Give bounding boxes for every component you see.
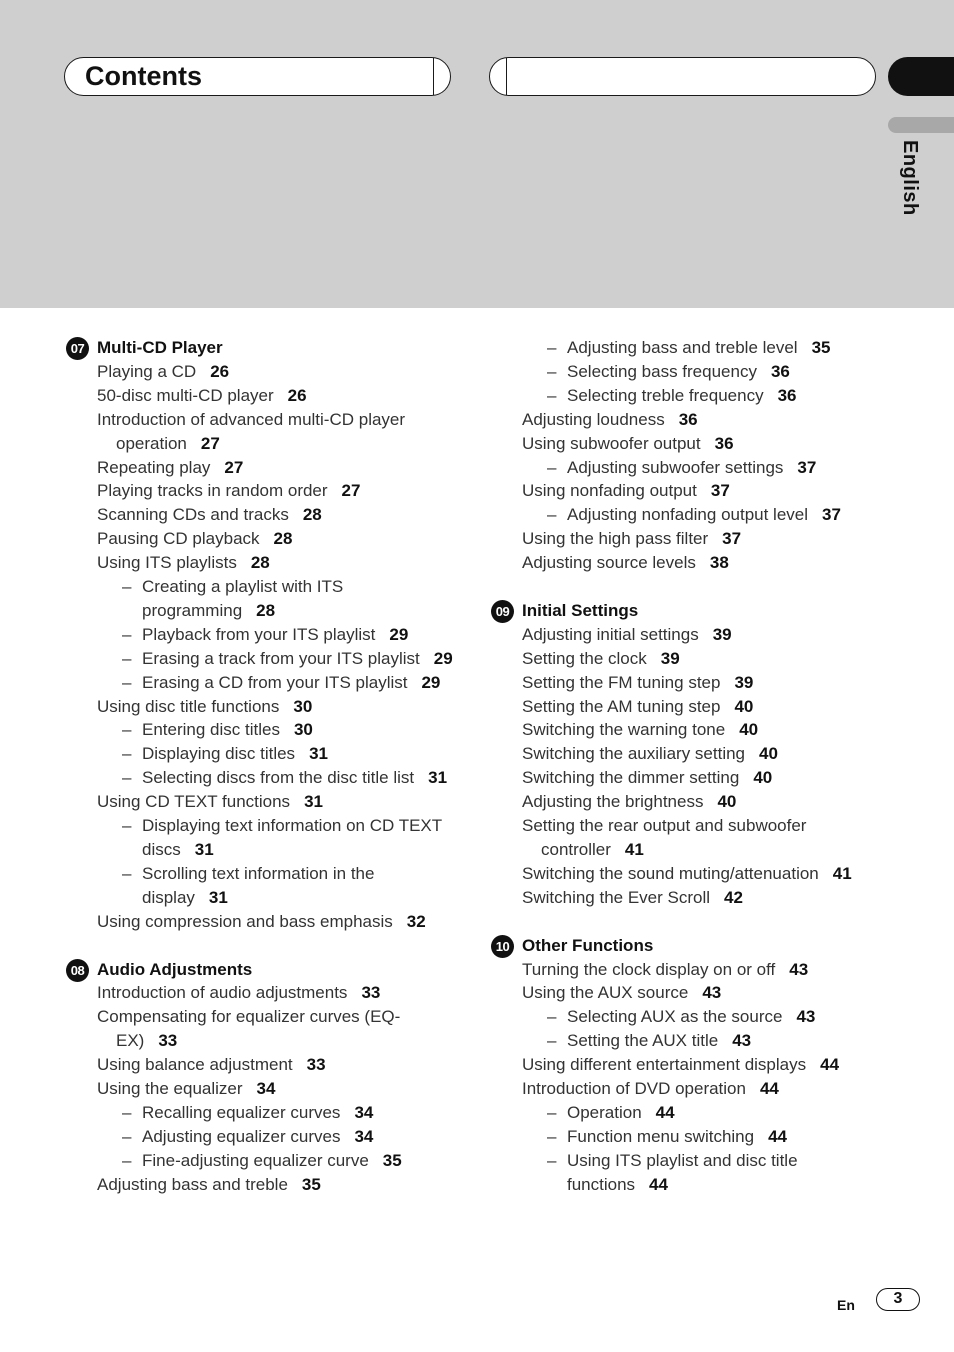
dash-marker: – xyxy=(547,1126,557,1146)
entry-page-number: 36 xyxy=(678,409,698,429)
entry-text: Switching the auxiliary setting xyxy=(522,744,746,764)
entry-text: Scanning CDs and tracks xyxy=(97,505,289,525)
toc-entry[interactable] xyxy=(491,718,891,742)
entry-page-number: 29 xyxy=(433,648,453,668)
toc-subentry[interactable] xyxy=(66,575,456,623)
dash-marker: – xyxy=(122,1150,132,1170)
entry-page-number: 26 xyxy=(287,385,307,405)
toc-entry[interactable] xyxy=(491,671,891,695)
language-tab-label: English xyxy=(899,140,921,216)
entry-page-number: 36 xyxy=(777,385,797,405)
toc-subentry[interactable] xyxy=(66,718,456,742)
toc-entry[interactable] xyxy=(66,981,456,1005)
entry-page-number: 31 xyxy=(194,840,214,860)
entry-text: Operation xyxy=(567,1102,642,1122)
toc-entry[interactable] xyxy=(66,360,456,384)
toc-entry[interactable] xyxy=(491,408,891,432)
toc-entry[interactable] xyxy=(66,1077,456,1101)
entry-page-number: 27 xyxy=(341,481,361,501)
entry-text: Adjusting nonfading output level xyxy=(567,505,809,525)
entry-page-number: 29 xyxy=(421,672,441,692)
entry-page-number: 30 xyxy=(293,696,313,716)
toc-entry[interactable] xyxy=(491,695,891,719)
entry-text: Adjusting subwoofer settings xyxy=(567,457,784,477)
toc-entry[interactable] xyxy=(66,456,456,480)
section-title[interactable]: Initial Settings xyxy=(522,600,639,620)
entry-text: Selecting discs from the disc title list xyxy=(142,768,415,788)
toc-entry[interactable] xyxy=(491,647,891,671)
toc-entry[interactable] xyxy=(491,551,891,575)
entry-text: Recalling equalizer curves xyxy=(142,1102,341,1122)
dash-marker: – xyxy=(547,457,557,477)
section-number-badge: 10 xyxy=(491,935,514,958)
entry-page-number: 33 xyxy=(306,1055,326,1075)
dash-marker: – xyxy=(547,1102,557,1122)
toc-entry[interactable] xyxy=(491,814,891,862)
toc-entry[interactable] xyxy=(491,862,891,886)
entry-page-number: 39 xyxy=(660,648,680,668)
toc-section-10 xyxy=(491,934,891,1197)
toc-column-right xyxy=(491,336,891,1197)
entry-page-number: 40 xyxy=(759,744,778,764)
entry-text: Adjusting the brightness xyxy=(522,792,704,812)
toc-entry[interactable] xyxy=(66,384,456,408)
entry-page-number: 34 xyxy=(256,1079,276,1099)
toc-subentry[interactable] xyxy=(491,456,891,480)
entry-text: Selecting AUX as the source xyxy=(567,1007,783,1027)
entry-text: Setting the AM tuning step xyxy=(522,696,721,716)
title-pill xyxy=(64,57,451,96)
entry-text: Using ITS playlist and disc title functions xyxy=(567,1150,798,1194)
toc-entry[interactable] xyxy=(491,1077,891,1101)
section-title[interactable]: Other Functions xyxy=(522,935,654,955)
dash-marker: – xyxy=(122,1102,132,1122)
entry-page-number: 31 xyxy=(309,744,328,764)
toc-entry[interactable] xyxy=(66,695,456,719)
dash-marker: – xyxy=(122,1126,132,1146)
section-number-badge: 08 xyxy=(66,959,89,982)
entry-page-number: 36 xyxy=(770,361,790,381)
toc-subentry[interactable] xyxy=(491,1029,891,1053)
entry-page-number: 35 xyxy=(811,338,831,357)
toc-entry[interactable] xyxy=(491,432,891,456)
toc-subentry[interactable] xyxy=(66,623,456,647)
toc-entry[interactable] xyxy=(491,742,891,766)
entry-text: Displaying text information on CD TEXT discs xyxy=(142,816,442,860)
dash-marker: – xyxy=(122,624,132,644)
entry-page-number: 26 xyxy=(210,361,230,381)
entry-page-number: 43 xyxy=(796,1007,816,1027)
entry-text: Switching the warning tone xyxy=(522,720,726,740)
toc-subentry[interactable] xyxy=(491,360,891,384)
entry-text: Entering disc titles xyxy=(142,720,280,740)
toc-subentry[interactable] xyxy=(66,1149,456,1173)
entry-page-number: 37 xyxy=(722,529,742,549)
toc-entry[interactable] xyxy=(66,1005,456,1053)
entry-page-number: 44 xyxy=(820,1055,840,1075)
entry-page-number: 30 xyxy=(293,720,313,740)
entry-text: Creating a playlist with ITS programming xyxy=(142,577,344,620)
entry-text: Playback from your ITS playlist xyxy=(142,624,376,644)
toc-subentry[interactable] xyxy=(66,1125,456,1149)
toc-entries xyxy=(66,981,456,1196)
entry-text: Displaying disc titles xyxy=(142,744,296,764)
entry-text: Introduction of advanced multi-CD player operation xyxy=(97,409,406,453)
entry-page-number: 40 xyxy=(739,720,759,740)
toc-section-09 xyxy=(491,599,891,910)
entry-page-number: 44 xyxy=(649,1174,668,1194)
entry-text: Using compression and bass emphasis xyxy=(97,911,393,931)
entry-text: Turning the clock display on or off xyxy=(522,959,776,979)
toc-section-07 xyxy=(66,336,456,934)
section-number-badge: 09 xyxy=(491,600,514,623)
entry-text: Scrolling text information in the display xyxy=(142,863,375,907)
toc-entry[interactable] xyxy=(491,527,891,551)
entry-page-number: 43 xyxy=(702,983,722,1003)
entry-page-number: 39 xyxy=(734,672,754,692)
entry-page-number: 43 xyxy=(732,1031,752,1051)
entry-page-number: 44 xyxy=(655,1102,675,1122)
entry-page-number: 37 xyxy=(710,481,730,501)
toc-subentry[interactable] xyxy=(66,862,456,910)
entry-text: Setting the AUX title xyxy=(567,1031,719,1051)
toc-subentry[interactable] xyxy=(491,503,891,527)
language-tab-marker xyxy=(888,117,954,133)
dash-marker: – xyxy=(122,863,132,883)
toc-entry[interactable] xyxy=(491,766,891,790)
entry-page-number: 35 xyxy=(382,1150,402,1170)
entry-page-number: 37 xyxy=(822,505,841,525)
dash-marker: – xyxy=(122,672,132,692)
dash-marker: – xyxy=(547,1007,557,1027)
entry-page-number: 42 xyxy=(724,887,743,907)
toc-entry[interactable] xyxy=(491,1053,891,1077)
dash-marker: – xyxy=(122,720,132,740)
footer-language-code: En xyxy=(837,1297,855,1313)
entry-text: Selecting bass frequency xyxy=(567,361,757,381)
entry-page-number: 40 xyxy=(734,696,754,716)
entry-text: Adjusting initial settings xyxy=(522,624,699,644)
dash-marker: – xyxy=(547,361,557,381)
entry-text: Function menu switching xyxy=(567,1126,755,1146)
entry-text: Pausing CD playback xyxy=(97,529,260,549)
entry-page-number: 34 xyxy=(354,1126,374,1146)
entry-page-number: 38 xyxy=(709,553,729,573)
blank-pill xyxy=(489,57,876,96)
section-header xyxy=(491,934,891,958)
entry-text: Erasing a CD from your ITS playlist xyxy=(142,672,408,692)
dash-marker: – xyxy=(547,385,557,405)
entry-text: Using balance adjustment xyxy=(97,1055,293,1075)
toc-subentry[interactable] xyxy=(66,814,456,862)
toc-entry[interactable] xyxy=(66,910,456,934)
entry-text: Switching the Ever Scroll xyxy=(522,887,711,907)
dash-marker: – xyxy=(122,577,132,597)
dash-marker: – xyxy=(122,744,132,764)
toc-entry[interactable] xyxy=(66,1053,456,1077)
toc-subentry[interactable] xyxy=(66,766,456,790)
entry-text: Using the high pass filter xyxy=(522,529,709,549)
entry-text: Introduction of audio adjustments xyxy=(97,983,348,1003)
entry-text: Adjusting equalizer curves xyxy=(142,1126,341,1146)
toc-subentry[interactable] xyxy=(491,1149,891,1197)
entry-page-number: 29 xyxy=(389,624,409,644)
entry-page-number: 31 xyxy=(304,792,323,812)
toc-subentry[interactable] xyxy=(66,742,456,766)
entry-text: Using disc title functions xyxy=(97,696,280,716)
toc-subentry[interactable] xyxy=(66,647,456,671)
entry-page-number: 31 xyxy=(428,768,448,788)
toc-subentry[interactable] xyxy=(491,384,891,408)
section-header xyxy=(491,599,891,623)
entry-text: Playing tracks in random order xyxy=(97,481,328,501)
toc-entry[interactable] xyxy=(66,408,456,456)
toc-subentry[interactable] xyxy=(66,1101,456,1125)
entry-page-number: 36 xyxy=(714,433,734,453)
header-band xyxy=(0,0,954,308)
chapter-tab xyxy=(888,57,954,96)
entry-page-number: 34 xyxy=(354,1102,374,1122)
section-title[interactable]: Audio Adjustments xyxy=(97,959,253,979)
entry-page-number: 44 xyxy=(768,1126,788,1146)
entry-text: Adjusting bass and treble level xyxy=(567,338,798,357)
entry-text: Using different entertainment displays xyxy=(522,1055,807,1075)
entry-page-number: 40 xyxy=(717,792,737,812)
toc-section-08 xyxy=(66,958,456,1197)
entry-text: Using the equalizer xyxy=(97,1079,243,1099)
entry-text: Introduction of DVD operation xyxy=(522,1079,746,1099)
toc-subentry[interactable] xyxy=(491,1125,891,1149)
entry-text: Using subwoofer output xyxy=(522,433,701,453)
toc-entry[interactable] xyxy=(491,886,891,910)
entry-page-number: 28 xyxy=(273,529,293,549)
toc-entry[interactable] xyxy=(491,623,891,647)
entry-page-number: 33 xyxy=(158,1031,178,1051)
section-title[interactable]: Multi-CD Player xyxy=(97,338,223,357)
entry-text: Switching the dimmer setting xyxy=(522,768,740,788)
dash-marker: – xyxy=(122,768,132,788)
entry-page-number: 43 xyxy=(789,959,809,979)
entry-text: 50-disc multi-CD player xyxy=(97,385,274,405)
toc-entry[interactable] xyxy=(491,958,891,982)
entry-text: Adjusting loudness xyxy=(522,409,665,429)
entry-page-number: 28 xyxy=(302,505,322,525)
entry-page-number: 28 xyxy=(250,553,270,573)
entry-text: Adjusting source levels xyxy=(522,553,696,573)
entry-text: Fine-adjusting equalizer curve xyxy=(142,1150,369,1170)
toc-entry[interactable] xyxy=(66,527,456,551)
toc-entries xyxy=(491,623,891,910)
entry-text: Switching the sound muting/attenuation xyxy=(522,863,819,883)
entry-page-number: 27 xyxy=(224,457,244,477)
toc-subentry[interactable] xyxy=(491,1101,891,1125)
entry-page-number: 35 xyxy=(301,1174,321,1194)
dash-marker: – xyxy=(547,505,557,525)
dash-marker: – xyxy=(122,816,132,836)
entry-text: Setting the clock xyxy=(522,648,647,668)
toc-entry[interactable] xyxy=(66,551,456,575)
dash-marker: – xyxy=(547,1150,557,1170)
entry-text: Compensating for equalizer curves (EQ-EX) xyxy=(97,1007,401,1051)
entry-text: Adjusting bass and treble xyxy=(97,1174,288,1194)
toc-entry[interactable] xyxy=(491,981,891,1005)
toc-column-left xyxy=(66,336,456,1197)
entry-page-number: 28 xyxy=(256,600,276,620)
dash-marker: – xyxy=(547,1031,557,1051)
entry-text: Erasing a track from your ITS playlist xyxy=(142,648,420,668)
dash-marker: – xyxy=(122,648,132,668)
entry-text: Using CD TEXT functions xyxy=(97,792,291,812)
entry-text: Setting the rear output and subwoofer controller xyxy=(522,816,807,859)
entry-page-number: 40 xyxy=(753,768,773,788)
entry-page-number: 31 xyxy=(208,887,228,907)
entry-text: Repeating play xyxy=(97,457,211,477)
toc-entry[interactable] xyxy=(66,1173,456,1197)
toc-entries xyxy=(491,336,891,575)
toc-entry[interactable] xyxy=(66,503,456,527)
entry-text: Selecting treble frequency xyxy=(567,385,764,405)
entry-text: Using nonfading output xyxy=(522,481,697,501)
toc-subentry[interactable] xyxy=(491,1005,891,1029)
page-title: Contents xyxy=(85,61,202,91)
entry-text: Using the AUX source xyxy=(522,983,689,1003)
toc-subentry[interactable] xyxy=(66,671,456,695)
entry-page-number: 32 xyxy=(406,911,426,931)
entry-page-number: 39 xyxy=(712,624,732,644)
entry-page-number: 41 xyxy=(832,863,852,883)
toc-entry[interactable] xyxy=(66,790,456,814)
entry-page-number: 37 xyxy=(797,457,817,477)
toc-subentry[interactable] xyxy=(491,336,891,360)
dash-marker: – xyxy=(547,338,557,357)
entry-page-number: 41 xyxy=(624,840,644,859)
toc-entry[interactable] xyxy=(66,479,456,503)
toc-entry[interactable] xyxy=(491,479,891,503)
entry-text: Setting the FM tuning step xyxy=(522,672,721,692)
entry-text: Playing a CD xyxy=(97,361,197,381)
section-header xyxy=(66,958,456,982)
toc-entry[interactable] xyxy=(491,790,891,814)
entry-page-number: 27 xyxy=(200,433,220,453)
entry-page-number: 44 xyxy=(759,1079,779,1099)
toc-entries xyxy=(491,958,891,1197)
section-number-badge: 07 xyxy=(66,337,89,360)
entry-page-number: 33 xyxy=(361,983,381,1003)
entry-text: Using ITS playlists xyxy=(97,553,237,573)
page-number: 3 xyxy=(876,1288,920,1311)
toc-entries xyxy=(66,360,456,934)
section-header xyxy=(66,336,456,360)
